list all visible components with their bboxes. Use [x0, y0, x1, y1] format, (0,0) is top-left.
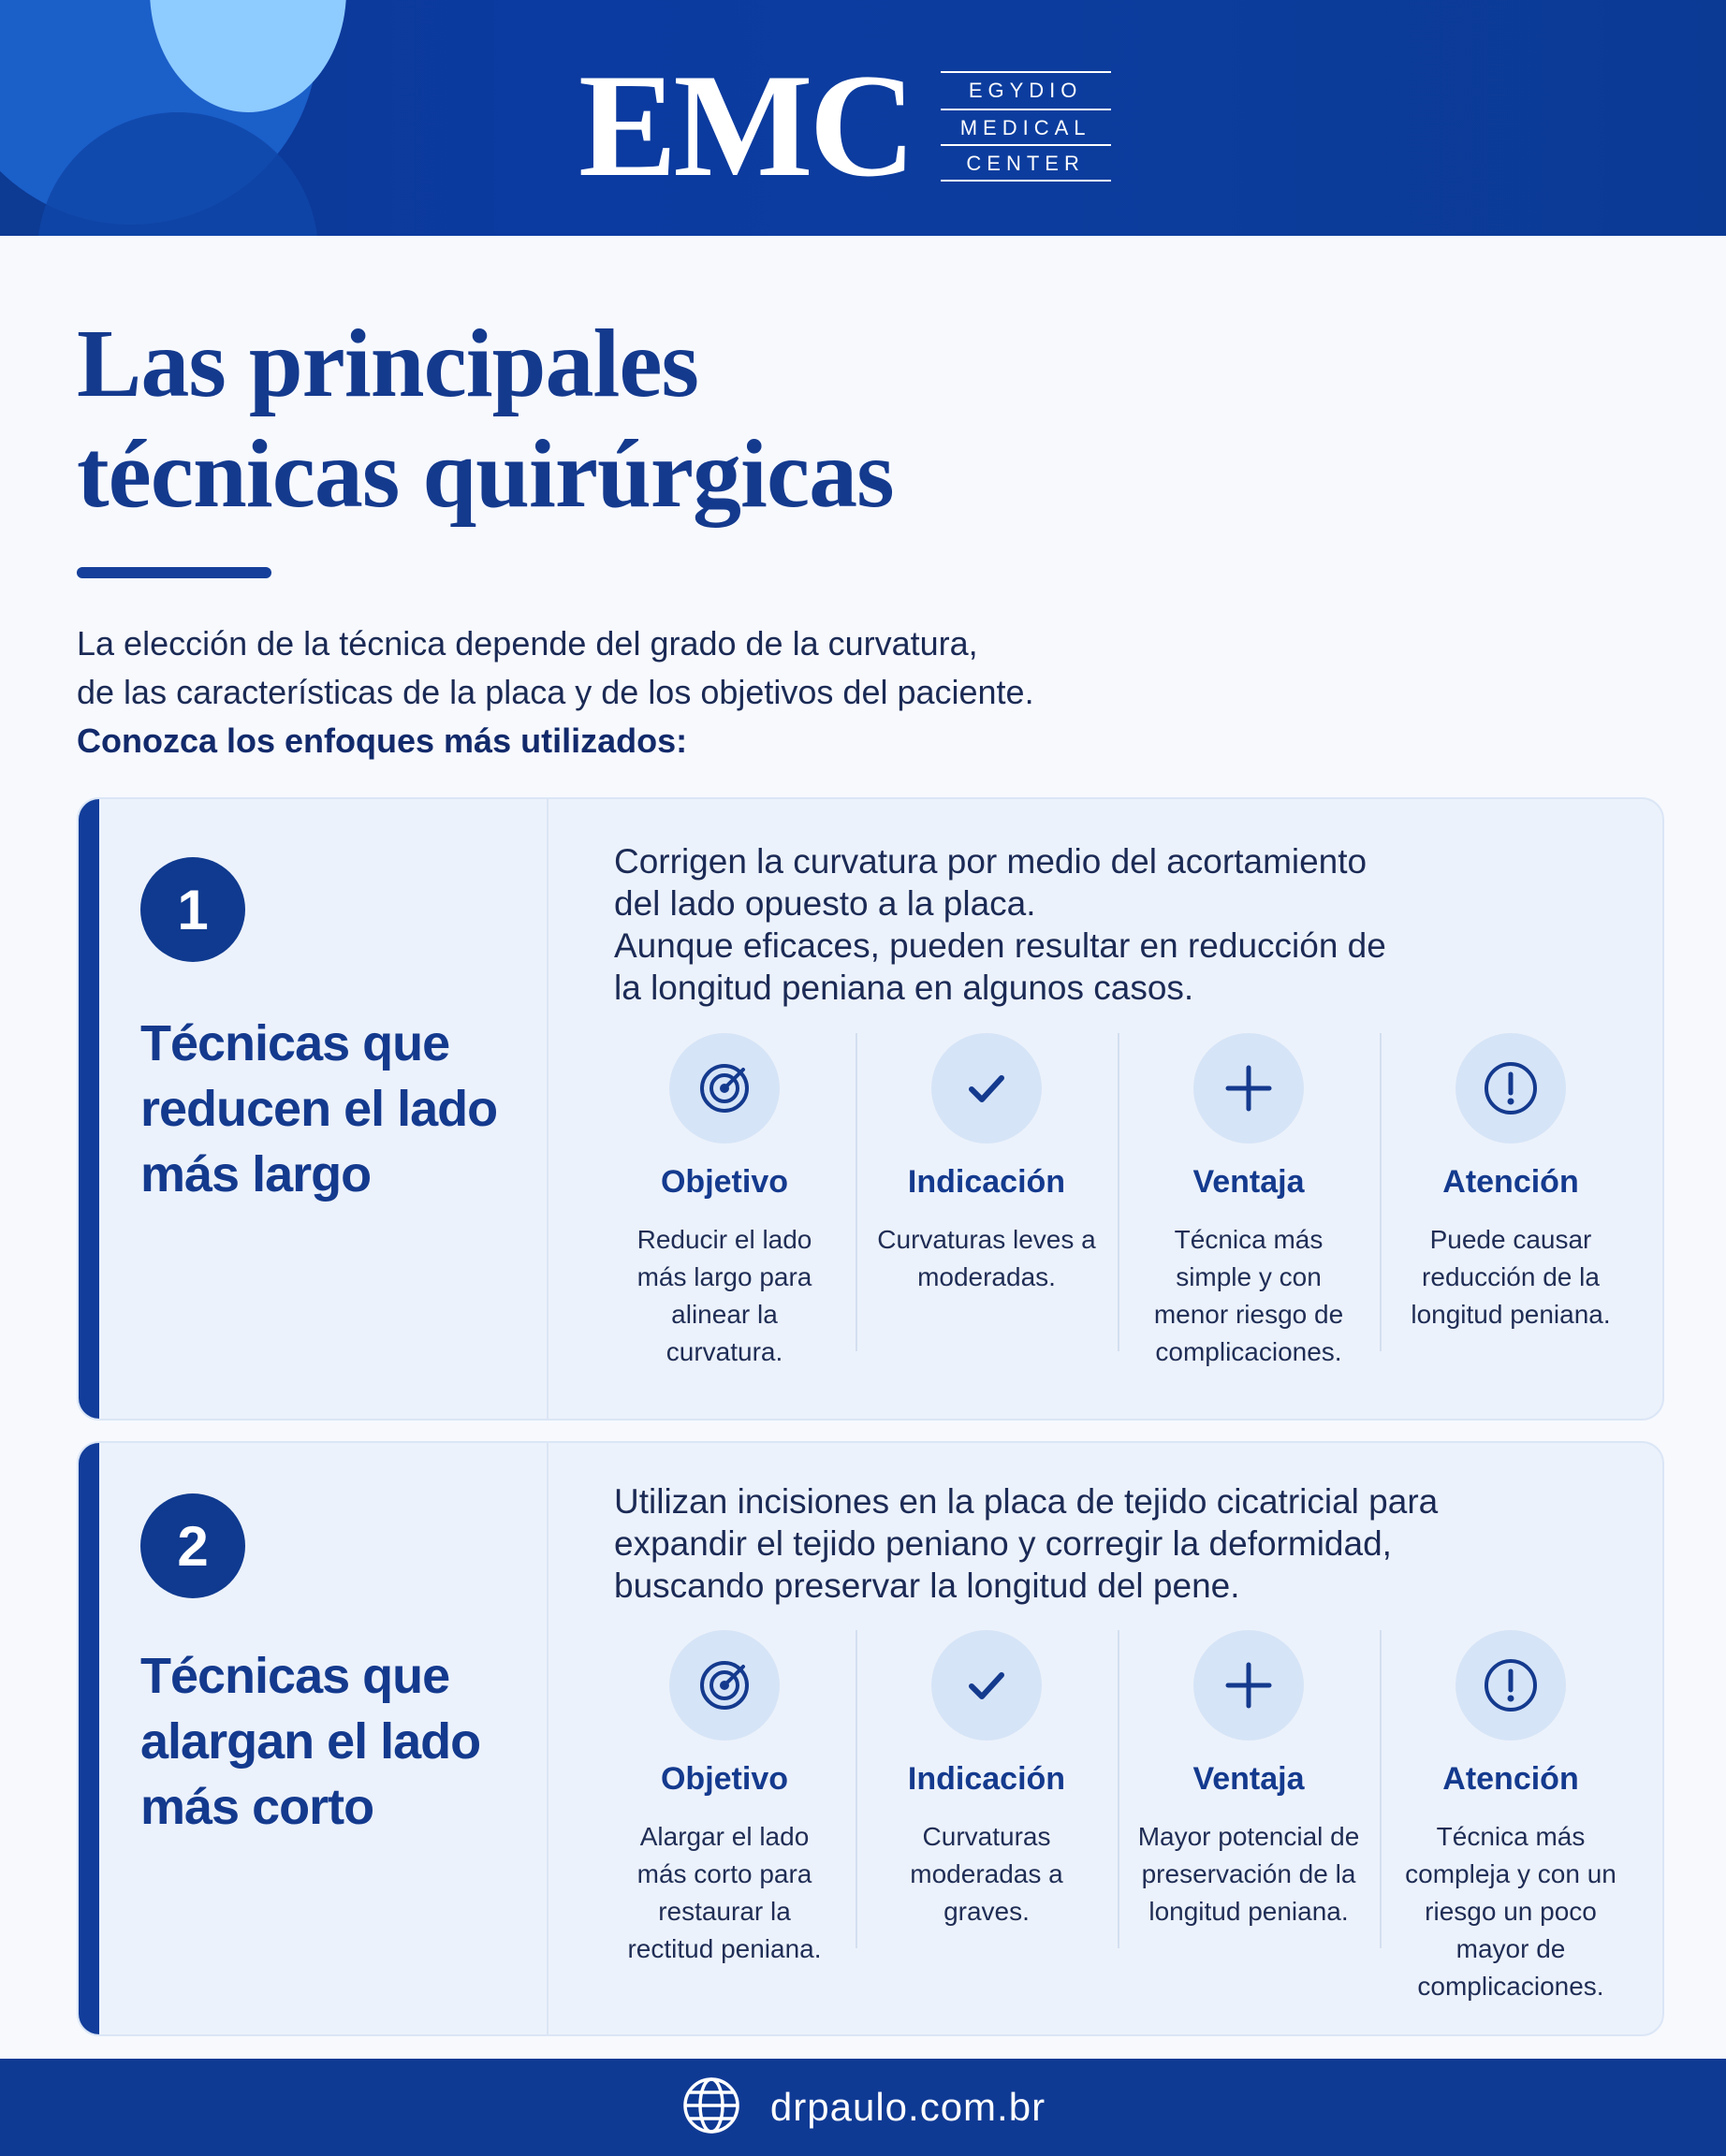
column-heading: Atención: [1442, 1761, 1579, 1797]
plus-icon: [1193, 1630, 1304, 1741]
column-text: Técnica más compleja y con un riesgo un poco mayor de complicaciones.: [1405, 1822, 1616, 2001]
column-text: Curvaturas moderadas a graves.: [910, 1822, 1063, 1926]
card-description: [614, 840, 1550, 1009]
plus-icon: [1193, 1033, 1304, 1144]
number-badge: 2: [140, 1493, 245, 1598]
info-column-objetivo: [593, 1033, 856, 1371]
technique-card-2: [77, 1441, 1664, 2036]
intro-line: de las características de la placa y de los objetivos del paciente.: [77, 673, 1034, 711]
check-icon: [931, 1630, 1042, 1741]
column-text: Reducir el lado más largo para alinear la curvatura.: [636, 1225, 812, 1366]
alert-icon: [1455, 1033, 1566, 1144]
info-column-atencion: [1380, 1630, 1642, 2005]
intro-callout: Conozca los enfoques más utilizados:: [77, 721, 688, 760]
info-column-indicacion: [856, 1033, 1118, 1371]
card-title: [140, 1643, 524, 1840]
website-link[interactable]: drpaulo.com.br: [769, 2085, 1046, 2129]
alert-icon: [1455, 1630, 1566, 1741]
info-column-atencion: [1380, 1033, 1642, 1371]
target-icon: [669, 1630, 780, 1741]
logo-sub-line: MEDICAL: [941, 109, 1111, 144]
logo-sub-line: CENTER: [941, 144, 1111, 180]
column-text: Alargar el lado más corto para restaurar la rectitud peniana.: [627, 1822, 822, 1963]
card-desc-line: la longitud peniana en algunos casos.: [614, 969, 1194, 1007]
globe-icon: [680, 2075, 742, 2141]
card-accent-bar: [79, 799, 99, 1419]
column-heading: Ventaja: [1192, 1164, 1305, 1200]
page-title-line: Las principales: [77, 310, 698, 417]
column-text: Puede causar reducción de la longitud peniana.: [1411, 1225, 1611, 1329]
card-title-line: alargan el lado: [140, 1713, 481, 1770]
column-heading: Atención: [1442, 1164, 1579, 1200]
info-columns: [593, 1033, 1642, 1371]
title-underline: [77, 567, 271, 578]
footer-bar: [0, 2059, 1726, 2156]
info-column-ventaja: [1118, 1033, 1380, 1371]
card-desc-line: del lado opuesto a la placa.: [614, 884, 1036, 923]
logo-subtitle: [941, 71, 1111, 182]
card-desc-line: Utilizan incisiones en la placa de tejido cicatricial para: [614, 1482, 1439, 1521]
card-divider: [547, 1443, 549, 2034]
card-title-line: más corto: [140, 1779, 374, 1835]
card-description: [614, 1480, 1550, 1607]
card-title-line: Técnicas que: [140, 1648, 450, 1704]
page-title: [77, 309, 894, 530]
column-heading: Indicación: [907, 1164, 1066, 1200]
number-badge: 1: [140, 857, 245, 962]
logo-sub-line: EGYDIO: [968, 79, 1083, 102]
target-icon: [669, 1033, 780, 1144]
card-divider: [547, 799, 549, 1419]
info-column-indicacion: [856, 1630, 1118, 2005]
logo-mark: EMC: [578, 44, 913, 208]
card-title: [140, 1011, 524, 1207]
column-text: Curvaturas leves a moderadas.: [877, 1225, 1096, 1291]
intro-text: [77, 619, 1034, 765]
info-columns: [593, 1630, 1642, 2005]
card-desc-line: Corrigen la curvatura por medio del acortamiento: [614, 842, 1368, 881]
technique-card-1: [77, 797, 1664, 1420]
intro-line: La elección de la técnica depende del grado de la curvatura,: [77, 624, 978, 663]
page-title-line: técnicas quirúrgicas: [77, 420, 894, 528]
info-column-objetivo: [593, 1630, 856, 2005]
emc-logo: [578, 44, 1111, 208]
column-text: Técnica más simple y con menor riesgo de complicaciones.: [1153, 1225, 1344, 1366]
card-desc-line: Aunque eficaces, pueden resultar en reducción de: [614, 926, 1386, 965]
card-accent-bar: [79, 1443, 99, 2034]
card-title-line: reducen el lado: [140, 1081, 498, 1137]
column-heading: Objetivo: [660, 1164, 789, 1200]
card-title-line: más largo: [140, 1146, 372, 1202]
column-heading: Indicación: [907, 1761, 1066, 1797]
column-text: Mayor potencial de preservación de la longitud peniana.: [1137, 1822, 1360, 1926]
column-heading: Objetivo: [660, 1761, 789, 1797]
header-banner: [0, 0, 1726, 236]
info-column-ventaja: [1118, 1630, 1380, 2005]
card-title-line: Técnicas que: [140, 1015, 450, 1071]
card-desc-line: buscando preservar la longitud del pene.: [614, 1566, 1240, 1605]
card-desc-line: expandir el tejido peniano y corregir la deformidad,: [614, 1524, 1392, 1563]
column-heading: Ventaja: [1192, 1761, 1305, 1797]
check-icon: [931, 1033, 1042, 1144]
